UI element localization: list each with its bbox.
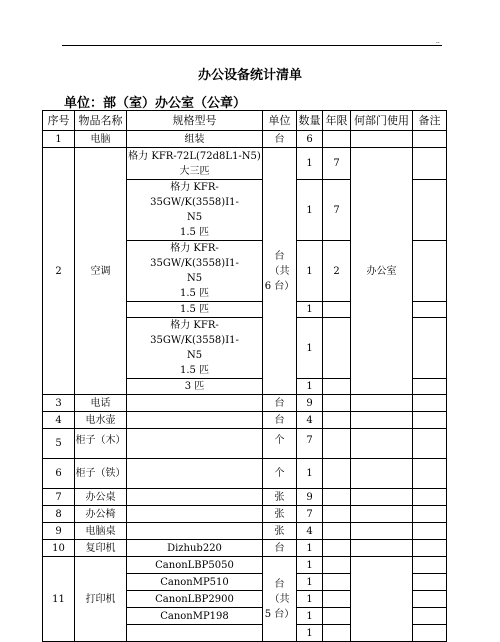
row-qty: 1 — [297, 318, 323, 379]
row-qty: 1 — [297, 557, 323, 574]
row-unit: 台 — [263, 131, 297, 148]
row-unit: 个 — [263, 459, 297, 489]
row-spec: CanonLBP2900 — [127, 591, 263, 608]
header-dept: 何部门使用 — [351, 111, 413, 131]
header-mark: .. — [436, 38, 440, 45]
row-name: 电水壶 — [75, 412, 127, 429]
row-spec — [127, 625, 263, 642]
header-spec: 规格型号 — [127, 111, 263, 131]
table-row — [43, 148, 447, 180]
row-no: 4 — [43, 412, 75, 429]
row-name: 柜子（铁） — [75, 459, 127, 489]
row-qty: 1 — [297, 625, 323, 642]
row-unit: 张 — [263, 523, 297, 540]
row-spec: 3 匹 — [127, 379, 263, 395]
row-spec: CanonLBP5050 — [127, 557, 263, 574]
row-name: 办公桌 — [75, 489, 127, 506]
row-unit: 张 — [263, 506, 297, 523]
table-row — [43, 557, 447, 574]
header-rule — [62, 45, 442, 46]
table-row — [43, 540, 447, 557]
table-header-row — [43, 111, 447, 131]
row-name: 电话 — [75, 395, 127, 412]
row-spec: 1.5 匹 — [127, 302, 263, 318]
row-unit: 台 — [263, 412, 297, 429]
header-qty: 数量 — [297, 111, 323, 131]
row-qty: 1 — [297, 540, 323, 557]
row-unit: 张 — [263, 489, 297, 506]
row-spec: 格力 KFR-35GW/K(3558)I1- N5 1.5 匹 — [127, 180, 263, 241]
row-no: 9 — [43, 523, 75, 540]
row-no: 6 — [43, 459, 75, 489]
row-spec: 格力 KFR-35GW/K(3558)I1- N5 1.5 匹 — [127, 318, 263, 379]
row-no: 3 — [43, 395, 75, 412]
row-name: 电脑 — [75, 131, 127, 148]
row-name: 办公椅 — [75, 506, 127, 523]
row-qty: 1 — [297, 302, 323, 318]
row-qty: 1 — [297, 148, 323, 180]
row-years: 7 — [323, 180, 351, 241]
row-name: 复印机 — [75, 540, 127, 557]
row-dept: 办公室 — [351, 148, 413, 395]
header-name: 物品名称 — [75, 111, 127, 131]
row-qty: 4 — [297, 523, 323, 540]
equipment-table — [42, 110, 447, 642]
row-qty: 9 — [297, 395, 323, 412]
row-no: 2 — [43, 148, 75, 395]
row-qty: 1 — [297, 241, 323, 302]
header-remarks: 备注 — [413, 111, 447, 131]
row-qty: 4 — [297, 412, 323, 429]
row-spec: 组装 — [127, 131, 263, 148]
row-name: 打印机 — [75, 557, 127, 642]
row-no: 10 — [43, 540, 75, 557]
table-row — [43, 395, 447, 412]
row-spec: CanonMP510 — [127, 574, 263, 591]
table-row — [43, 506, 447, 523]
header-years: 年限 — [323, 111, 351, 131]
row-qty: 1 — [297, 608, 323, 625]
table-row — [43, 459, 447, 489]
row-qty: 6 — [297, 131, 323, 148]
row-no: 1 — [43, 131, 75, 148]
table-row — [43, 131, 447, 148]
row-no: 11 — [43, 557, 75, 642]
row-years: 2 — [323, 241, 351, 302]
row-no: 8 — [43, 506, 75, 523]
row-name: 电脑桌 — [75, 523, 127, 540]
table-row — [43, 429, 447, 459]
row-qty: 7 — [297, 429, 323, 459]
row-years: 7 — [323, 148, 351, 180]
row-unit: 台 — [263, 540, 297, 557]
row-unit: 台 （共 6 台） — [263, 148, 297, 395]
row-no: 7 — [43, 489, 75, 506]
table-row — [43, 412, 447, 429]
row-no: 5 — [43, 429, 75, 459]
row-unit: 台 — [263, 395, 297, 412]
row-unit: 个 — [263, 429, 297, 459]
row-years — [323, 379, 351, 395]
row-qty: 7 — [297, 506, 323, 523]
row-spec: CanonMP198 — [127, 608, 263, 625]
row-qty: 9 — [297, 489, 323, 506]
document-title: 办公设备统计清单 — [197, 68, 302, 83]
row-unit: 台 （共 5 台） — [263, 557, 297, 642]
row-name: 空调 — [75, 148, 127, 395]
unit-line: 单位：部（室）办公室（公章） — [64, 96, 247, 111]
row-qty: 1 — [297, 574, 323, 591]
row-years — [323, 318, 351, 379]
row-spec: Dizhub220 — [127, 540, 263, 557]
table-row — [43, 489, 447, 506]
row-name: 柜子（木） — [75, 429, 127, 459]
row-spec: 格力 KFR-35GW/K(3558)I1- N5 1.5 匹 — [127, 241, 263, 302]
header-no: 序号 — [43, 111, 75, 131]
row-spec: 格力 KFR-72L(72d8L1-N5) 大三匹 — [127, 148, 263, 180]
row-qty: 1 — [297, 459, 323, 489]
row-qty: 1 — [297, 591, 323, 608]
row-qty: 1 — [297, 180, 323, 241]
header-unit: 单位 — [263, 111, 297, 131]
table-row — [43, 523, 447, 540]
row-years — [323, 302, 351, 318]
row-qty: 1 — [297, 379, 323, 395]
